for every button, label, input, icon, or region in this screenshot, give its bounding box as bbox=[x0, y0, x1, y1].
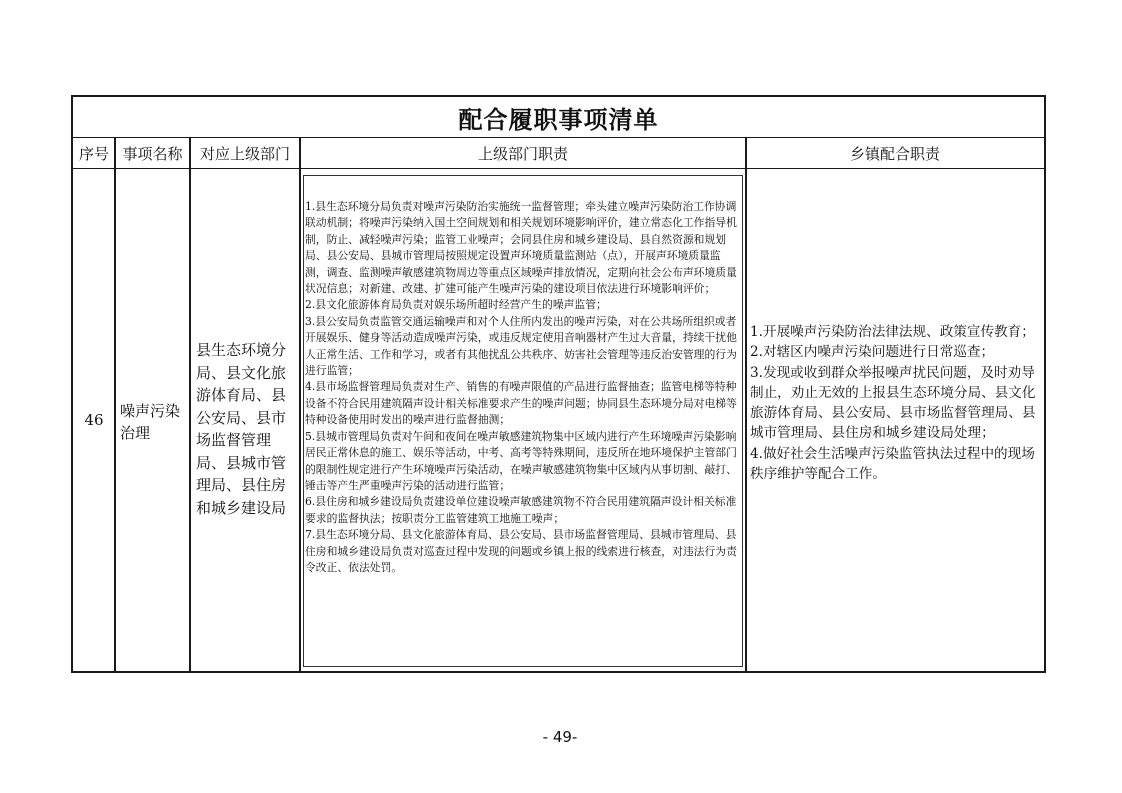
header-item-name: 事项名称 bbox=[115, 138, 190, 169]
town-duty-item: 2.对辖区内噪声污染问题进行日常巡查； bbox=[750, 344, 995, 361]
upper-duty-item: 2.县文化旅游体育局负责对娱乐场所超时经营产生的噪声监管； bbox=[305, 298, 607, 312]
table-title: 配合履职事项清单 bbox=[73, 97, 1044, 138]
row-item-name-cell: 噪声污染治理 bbox=[120, 402, 181, 442]
header-seq: 序号 bbox=[73, 138, 115, 169]
upper-duty-item: 7.县生态环境分局、县文化旅游体育局、县公安局、县市场监督管理局、县城市管理局、县住房和城乡建设局负责对巡查过程中发现的问题或乡镇上报的线索进行核查，对违法行为责令改正、依法处罚。 bbox=[305, 528, 737, 574]
town-duty-item: 3.发现或收到群众举报噪声扰民问题，及时劝导制止，劝止无效的上报县生态环境分局、县文化旅游体育局、县公安局、县市场监督管理局、县城市管理局、县住房和城乡建设局处理； bbox=[750, 364, 1036, 442]
header-dept: 对应上级部门 bbox=[190, 138, 300, 169]
header-upper-duty: 上级部门职责 bbox=[300, 138, 746, 169]
row-upper-duty-cell bbox=[300, 169, 746, 671]
row-town-duty-cell bbox=[746, 169, 1044, 671]
upper-duty-item: 4.县市场监督管理局负责对生产、销售的有噪声限值的产品进行监督抽查；监管电梯等特种设备不符合民用建筑隔声设计相关标准要求产生的噪声问题；协同县生态环境分局对电梯等特种设备使用时发出的噪声进行监督抽测； bbox=[305, 380, 737, 427]
upper-duty-item: 3.县公安局负责监管交通运输噪声和对个人住所内发出的噪声污染，对在公共场所组织或者开展娱乐、健身等活动造成噪声污染，或违反规定使用音响器材产生过大音量，持续干扰他人正常生活、工作和学习，或者有其他扰乱公共秩序、妨害社会管理等违反治安管理的行为进行监管； bbox=[305, 314, 737, 378]
upper-duty-item: 6.县住房和城乡建设局负责建设单位建设噪声敏感建筑物不符合民用建筑隔声设计相关标准要求的监督执法；按职责分工监管建筑工地施工噪声； bbox=[305, 495, 737, 525]
town-duty-item: 4.做好社会生活噪声污染监管执法过程中的现场秩序维护等配合工作。 bbox=[750, 445, 1035, 483]
town-duty-item: 1.开展噪声污染防治法律法规、政策宣传教育； bbox=[750, 324, 1035, 340]
row-dept-cell: 县生态环境分局、县文化旅游体育局、县公安局、县市场监督管理局、县城市管理局、县住房和城乡建设局 bbox=[196, 341, 287, 517]
header-town-duty: 乡镇配合职责 bbox=[746, 138, 1044, 169]
row-seq-cell: 46 bbox=[84, 411, 104, 429]
duty-list-table bbox=[71, 95, 1046, 673]
page-number: - 49- bbox=[542, 728, 578, 746]
upper-duty-item: 1.县生态环境分局负责对噪声污染防治实施统一监督管理；牵头建立噪声污染防治工作协调联动机制；将噪声污染纳入国土空间规划和相关规划环境影响评价，建立常态化工作指导机制，防止、减轻噪声污染；监管工业噪声；会同县住房和城乡建设局、县自然资源和规划局、县公安局、县城市管理局按照规定设置声环境质量监测站（点），开展声环境质量监测，调查、监测噪声敏感建筑物周边等重点区域噪声排放情况，定期向社会公布声环境质量状况信息；对新建、改建、扩建可能产生噪声污染的建设项目依法进行环境影响评价； bbox=[305, 200, 737, 296]
upper-duty-item: 5.县城市管理局负责对午间和夜间在噪声敏感建筑物集中区域内进行产生环境噪声污染影响居民正常休息的施工、娱乐等活动，中考、高考等特殊期间，违反所在地环境保护主管部门的限制性规定进行产生环境噪声污染活动，在噪声敏感建筑物集中区域内从事切割、敲打、锤击等产生严重噪声污染的活动进行监管； bbox=[305, 429, 737, 492]
